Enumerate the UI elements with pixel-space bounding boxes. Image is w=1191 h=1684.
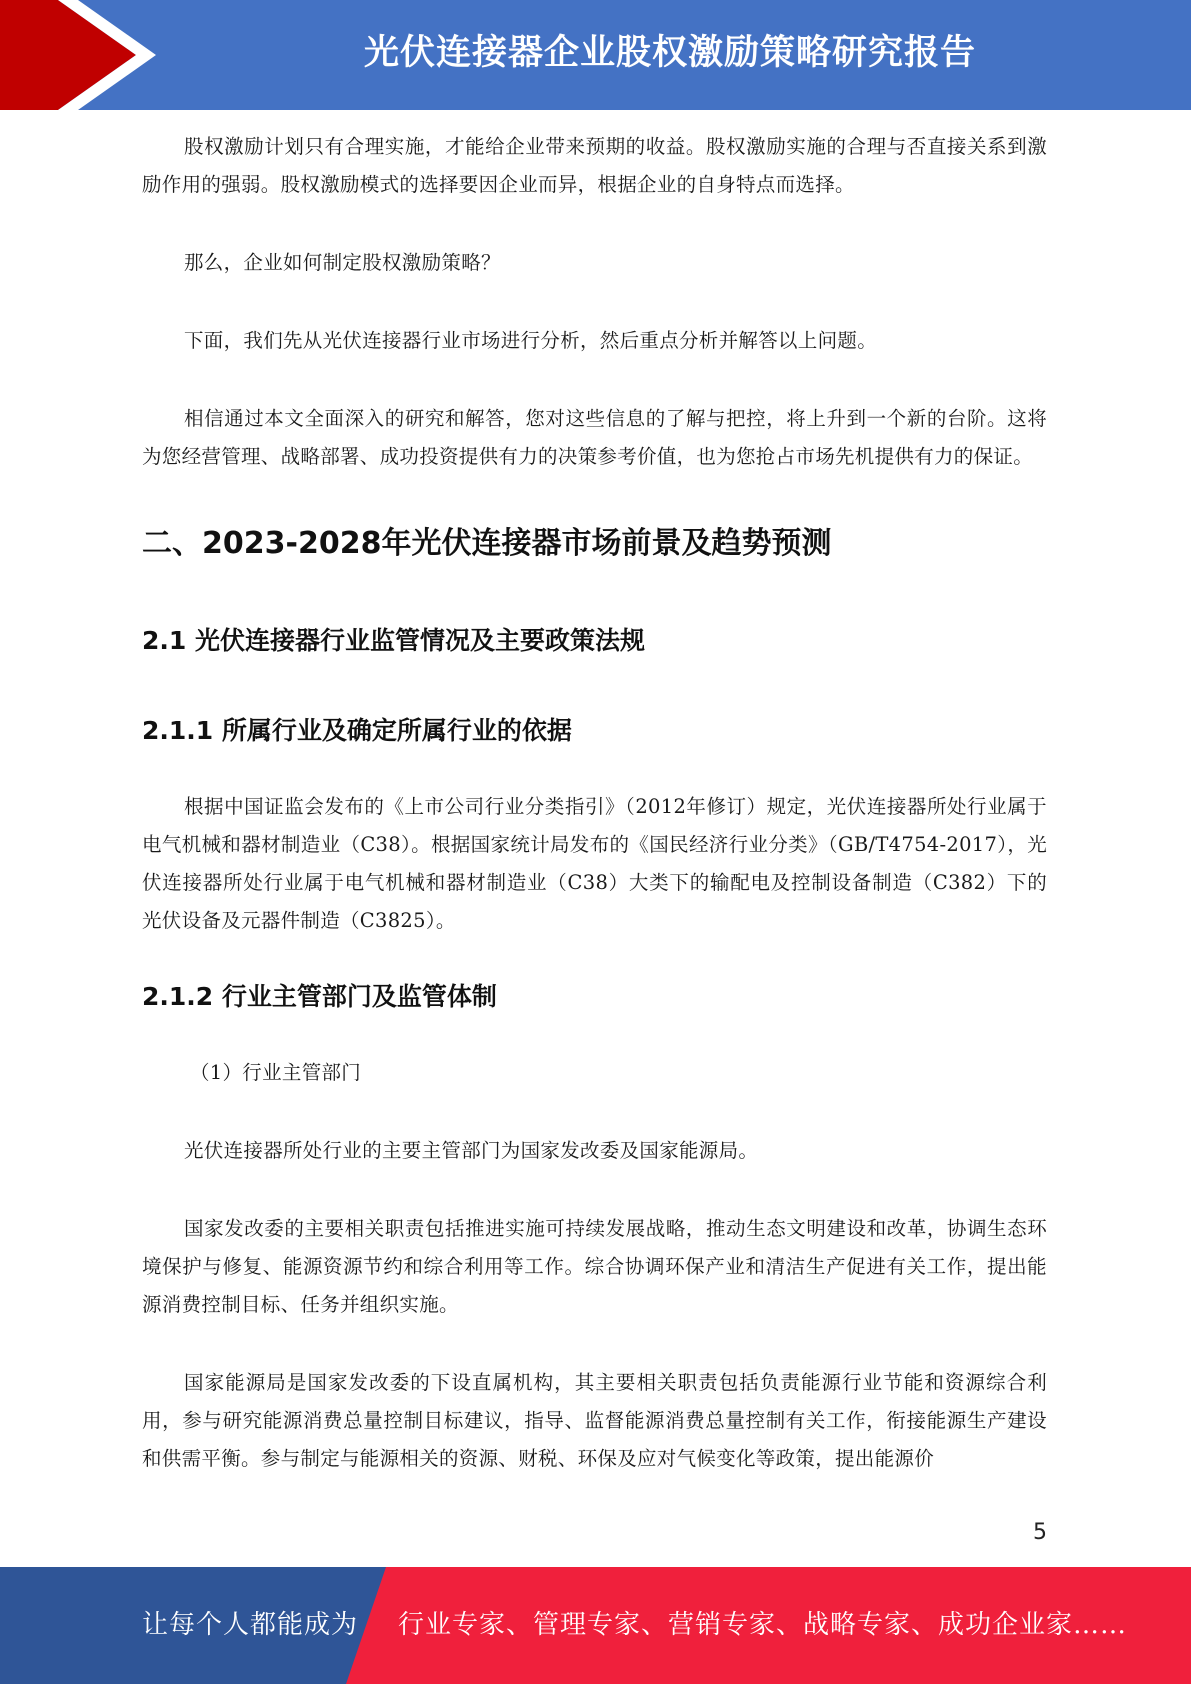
subsection-heading-2-1: 2.1 光伏连接器行业监管情况及主要政策法规 — [142, 626, 645, 655]
list-item-authorities: （1）行业主管部门 — [190, 1061, 362, 1084]
regulator-paragraph-1: 光伏连接器所处行业的主要主管部门为国家发改委及国家能源局。 — [184, 1139, 759, 1162]
industry-classification-paragraph: 根据中国证监会发布的《上市公司行业分类指引》（2012年修订）规定，光伏连接器所处行业属于电气机械和器材制造业（C38）。根据国家统计局发布的《国民经济行业分类》（GB/T4754-2017），光伏连接器所处行业属于电气机械和器材制造业（C38）大类下的输配电及控制设备制造（C382）下的光伏设备及元器件制造（C3825）。 — [142, 795, 1047, 932]
intro-paragraph-3: 下面，我们先从光伏连接器行业市场进行分析，然后重点分析并解答以上问题。 — [184, 329, 878, 352]
page-footer — [0, 1567, 1191, 1684]
regulator-paragraph-3: 国家能源局是国家发改委的下设直属机构，其主要相关职责包括负责能源行业节能和资源综合利用，参与研究能源消费总量控制目标建议，指导、监督能源消费总量控制有关工作，衔接能源生产建设和供需平衡。参与制定与能源相关的资源、财税、环保及应对气候变化等政策，提出能源价 — [142, 1371, 1047, 1470]
page-content — [142, 128, 1047, 1478]
intro-paragraph-2: 那么，企业如何制定股权激励策略？ — [184, 251, 501, 274]
regulator-paragraph-2: 国家发改委的主要相关职责包括推进实施可持续发展战略，推动生态文明建设和改革，协调生态环境保护与修复、能源资源节约和综合利用等工作。综合协调环保产业和清洁生产促进有关工作，提出能源消费控制目标、任务并组织实施。 — [142, 1217, 1047, 1316]
subsection-heading-2-1-2: 2.1.2 行业主管部门及监管体制 — [142, 982, 497, 1011]
footer-slogan-left: 让每个人都能成为 — [142, 1610, 359, 1640]
footer-slogan-right: 行业专家、管理专家、营销专家、战略专家、成功企业家…… — [398, 1610, 1128, 1640]
page-header — [0, 0, 1191, 110]
intro-paragraph-1: 股权激励计划只有合理实施，才能给企业带来预期的收益。股权激励实施的合理与否直接关系到激励作用的强弱。股权激励模式的选择要因企业而异，根据企业的自身特点而选择。 — [142, 135, 1047, 196]
page-number: 5 — [1033, 1520, 1047, 1545]
section-heading: 二、2023-2028年光伏连接器市场前景及趋势预测 — [142, 526, 832, 561]
header-chevron-icon — [0, 0, 160, 110]
report-title: 光伏连接器企业股权激励策略研究报告 — [363, 33, 976, 73]
subsection-heading-2-1-1: 2.1.1 所属行业及确定所属行业的依据 — [142, 716, 572, 745]
intro-paragraph-4: 相信通过本文全面深入的研究和解答，您对这些信息的了解与把控，将上升到一个新的台阶。这将为您经营管理、战略部署、成功投资提供有力的决策参考价值，也为您抢占市场先机提供有力的保证。 — [142, 407, 1047, 468]
